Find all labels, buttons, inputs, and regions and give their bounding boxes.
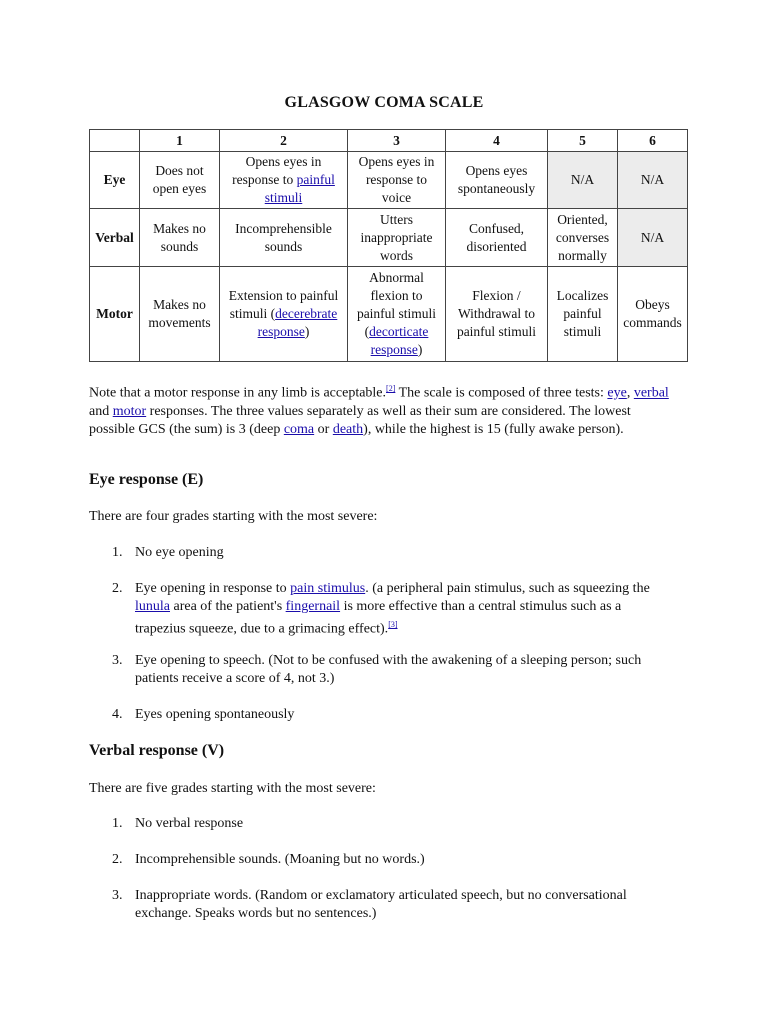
cell-text: Extension to painful stimuli ( (228, 288, 339, 321)
table-header-row (90, 130, 688, 152)
table-header-cell (90, 130, 140, 152)
list-text: Incomprehensible sounds. (Moaning but no words.) (135, 852, 425, 867)
list-text: Eye opening to speech. (Not to be confused with the awakening of a sleeping person; such patients receive a score of 4, not 3.) (135, 653, 642, 686)
list-number: 3. (112, 888, 123, 903)
table-cell: Flexion / Withdrawal to painful stimuli (446, 267, 548, 362)
list-text: Eyes opening spontaneously (135, 707, 295, 722)
table-header-cell: 1 (140, 130, 220, 152)
page-title: GLASGOW COMA SCALE (284, 94, 484, 111)
cell-text: Opens eyes in response to (232, 154, 322, 187)
list-text-part: Eye opening in response to (135, 581, 291, 596)
table-cell: N/A (548, 152, 618, 209)
table-row-eye (90, 152, 688, 209)
list-number: 2. (112, 852, 123, 867)
reference-link[interactable]: [3] (388, 620, 398, 629)
list-text-part: area of the patient's (170, 599, 286, 614)
table-cell: Makes no sounds (140, 209, 220, 267)
table-cell: Incomprehensible sounds (220, 209, 348, 267)
verbal-link[interactable]: verbal (633, 385, 669, 401)
reference-link[interactable]: [2] (386, 384, 396, 393)
note-text: , (626, 385, 634, 401)
table-cell: N/A (618, 152, 688, 209)
list-text-part: . (a peripheral pain stimulus, such as squeezing the (365, 581, 650, 596)
list-number: 4. (112, 707, 123, 722)
eye-response-heading: Eye response (E) (89, 471, 204, 488)
list-number: 3. (112, 653, 123, 668)
note-text: ), while the highest is 15 (fully awake person). (363, 421, 624, 437)
lunula-link[interactable]: lunula (135, 599, 170, 614)
verbal-intro: There are five grades starting with the most severe: (89, 781, 376, 796)
note-text: or (314, 421, 333, 437)
list-text: No verbal response (135, 816, 244, 831)
table-header-cell: 5 (548, 130, 618, 152)
row-label: Verbal (90, 209, 140, 267)
death-link[interactable]: death (332, 421, 364, 437)
table-cell: Opens eyes spontaneously (446, 152, 548, 209)
table-cell: Makes no movements (140, 267, 220, 362)
note-paragraph (89, 380, 679, 439)
table-cell: N/A (618, 209, 688, 267)
table-cell: Obeys commands (618, 267, 688, 362)
verbal-response-heading: Verbal response (V) (89, 742, 225, 759)
decerebrate-response-link[interactable]: decerebrate response (257, 306, 338, 339)
list-text-part: is more effective than a central stimulus such as a trapezius squeeze, due to a grimacing effect). (135, 599, 622, 637)
list-number: 2. (112, 581, 123, 596)
table-cell: Oriented, converses normally (548, 209, 618, 267)
table-header-cell: 6 (618, 130, 688, 152)
note-text: responses. The three values separately as well as their sum are considered. The lowest possible GCS (the sum) is 3 (deep (89, 403, 631, 437)
gcs-table (89, 129, 688, 362)
cell-text: Abnormal flexion to painful stimuli ( (356, 270, 437, 339)
table-cell: Opens eyes in response to voice (348, 152, 446, 209)
list-text (135, 580, 675, 639)
table-row-verbal (90, 209, 688, 267)
decorticate-response-link[interactable]: decorticate response (369, 324, 429, 357)
fingernail-link[interactable]: fingernail (285, 599, 341, 614)
note-text: and (89, 403, 113, 419)
cell-text: ) (304, 324, 310, 339)
table-header-cell: 3 (348, 130, 446, 152)
list-number: 1. (112, 816, 123, 831)
table-cell (220, 267, 348, 362)
table-row-motor (90, 267, 688, 362)
coma-link[interactable]: coma (283, 421, 315, 437)
list-text: Inappropriate words. (Random or exclamatory articulated speech, but no conversational exchange. Speaks words but no sentences.) (135, 888, 627, 921)
table-cell: Does not open eyes (140, 152, 220, 209)
row-label: Eye (90, 152, 140, 209)
cell-text: ) (417, 342, 423, 357)
eye-link[interactable]: eye (607, 385, 627, 401)
eye-intro: There are four grades starting with the most severe: (89, 509, 378, 524)
painful-stimuli-link[interactable]: painful stimuli (264, 172, 335, 205)
row-label: Motor (90, 267, 140, 362)
table-header-cell: 4 (446, 130, 548, 152)
note-text: The scale is composed of three tests: (395, 385, 608, 401)
list-number: 1. (112, 545, 123, 560)
table-cell: Localizes painful stimuli (548, 267, 618, 362)
table-cell (348, 267, 446, 362)
list-text: No eye opening (135, 545, 224, 560)
table-cell: Confused, disoriented (446, 209, 548, 267)
note-text: Note that a motor response in any limb is acceptable. (89, 385, 387, 401)
table-cell (220, 152, 348, 209)
pain-stimulus-link[interactable]: pain stimulus (290, 581, 366, 596)
table-header-cell: 2 (220, 130, 348, 152)
motor-link[interactable]: motor (112, 403, 147, 419)
table-cell: Utters inappropriate words (348, 209, 446, 267)
